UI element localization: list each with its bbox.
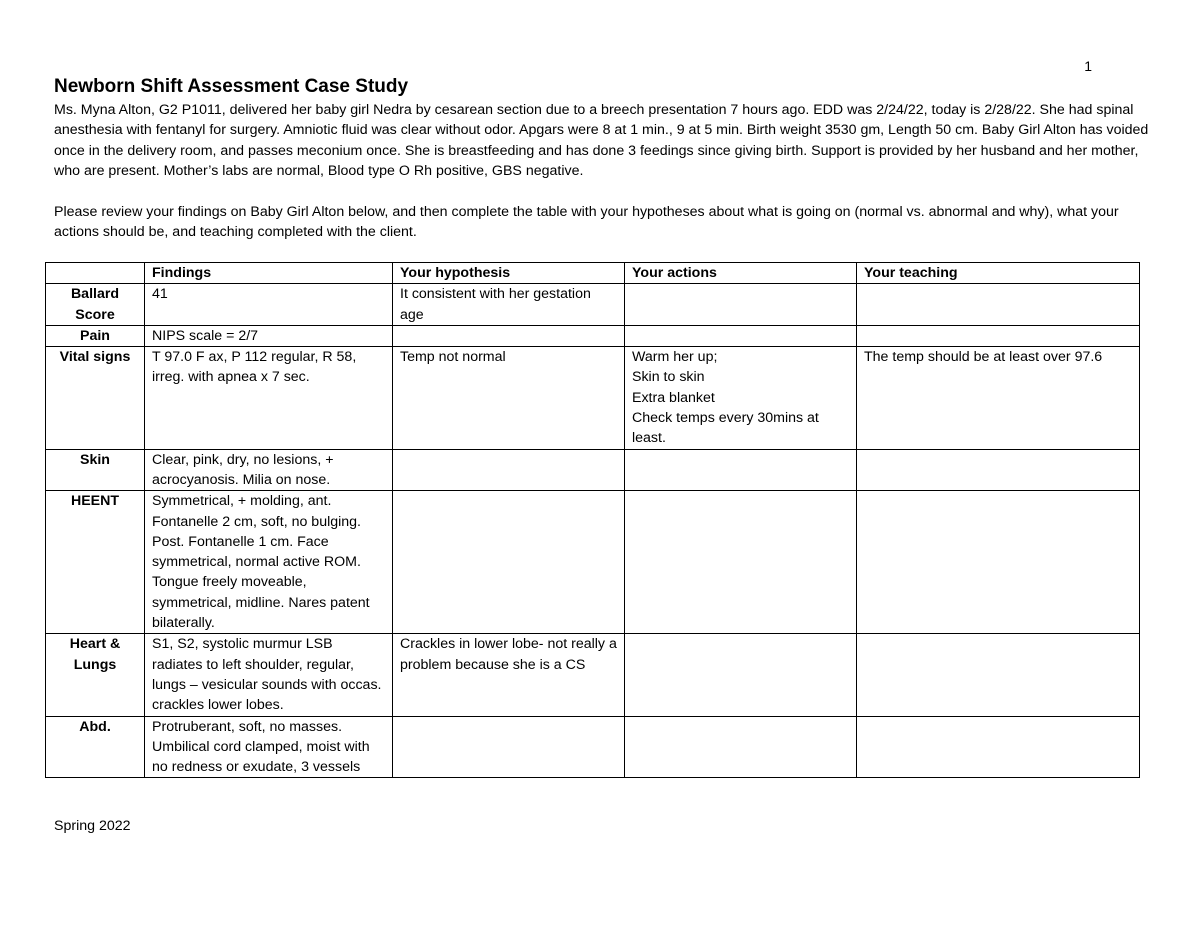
hypothesis-cell[interactable]: Crackles in lower lobe- not really a problem because she is a CS	[393, 634, 625, 716]
hypothesis-cell[interactable]: Temp not normal	[393, 347, 625, 449]
header-blank	[46, 263, 145, 284]
actions-cell[interactable]	[625, 491, 857, 634]
actions-cell[interactable]	[625, 716, 857, 778]
header-actions: Your actions	[625, 263, 857, 284]
case-intro-paragraph: Ms. Myna Alton, G2 P1011, delivered her baby girl Nedra by cesarean section due to a breech presentation 7 hours ago. EDD was 2/24/22, today is 2/28/22. She had spinal anesthesia with fentanyl for surgery. Amniotic fluid was clear without odor. Apgars were 8 at 1 min., 9 at 5 min. Birth weight 3530 gm, Length 50 cm. Baby Girl Alton has voided once in the delivery room, and passes meconium once. She is breastfeeding and has done 3 feedings since giving birth. Support is provided by her husband and her mother, who are present. Mother’s labs are normal, Blood type O Rh positive, GBS negative.	[54, 102, 1149, 179]
teaching-cell[interactable]	[857, 325, 1140, 346]
table-row	[46, 716, 1140, 778]
actions-cell[interactable]	[625, 634, 857, 716]
footer-term: Spring 2022	[54, 818, 131, 834]
row-label-ballard: Ballard Score	[46, 284, 145, 326]
findings-cell[interactable]: 41	[145, 284, 393, 326]
header-findings: Findings	[145, 263, 393, 284]
header-teaching: Your teaching	[857, 263, 1140, 284]
hypothesis-cell[interactable]	[393, 325, 625, 346]
teaching-cell[interactable]	[857, 716, 1140, 778]
page-title: Newborn Shift Assessment Case Study	[54, 76, 409, 97]
teaching-cell[interactable]: The temp should be at least over 97.6	[857, 347, 1140, 449]
hypothesis-cell[interactable]	[393, 449, 625, 491]
assessment-table	[45, 262, 1140, 778]
row-label-abd: Abd.	[46, 716, 145, 778]
instructions-paragraph: Please review your findings on Baby Girl Alton below, and then complete the table with your hypotheses about what is going on (normal vs. abnormal and why), what your actions should be, and teaching completed with the client.	[54, 204, 1119, 241]
table-row	[46, 491, 1140, 634]
teaching-cell[interactable]	[857, 634, 1140, 716]
header-hypothesis: Your hypothesis	[393, 263, 625, 284]
table-header-row	[46, 263, 1140, 284]
row-label-vital-signs: Vital signs	[46, 347, 145, 449]
teaching-cell[interactable]	[857, 449, 1140, 491]
findings-cell[interactable]: Symmetrical, + molding, ant. Fontanelle 2 cm, soft, no bulging. Post. Fontanelle 1 cm. Face symmetrical, normal active ROM. Tongue freely moveable, symmetrical, midline. Nares patent bilaterally.	[145, 491, 393, 634]
action-line: Warm her up;	[632, 349, 718, 366]
findings-cell[interactable]: S1, S2, systolic murmur LSB radiates to left shoulder, regular, lungs – vesicular sounds with occas. crackles lower lobes.	[145, 634, 393, 716]
findings-cell[interactable]: NIPS scale = 2/7	[145, 325, 393, 346]
actions-cell[interactable]	[625, 449, 857, 491]
row-label-heart-lungs: Heart & Lungs	[46, 634, 145, 716]
row-label-skin: Skin	[46, 449, 145, 491]
hypothesis-cell[interactable]: It consistent with her gestation age	[393, 284, 625, 326]
findings-cell[interactable]: Protruberant, soft, no masses. Umbilical cord clamped, moist with no redness or exudate, 3 vessels	[145, 716, 393, 778]
findings-cell[interactable]: T 97.0 F ax, P 112 regular, R 58, irreg. with apnea x 7 sec.	[145, 347, 393, 449]
actions-cell[interactable]	[625, 325, 857, 346]
table-row	[46, 634, 1140, 716]
action-line: Extra blanket	[632, 389, 715, 406]
table-row	[46, 347, 1140, 449]
page-number: 1	[1084, 58, 1092, 74]
actions-cell[interactable]	[625, 347, 857, 449]
table-row	[46, 284, 1140, 326]
action-line: Skin to skin	[632, 369, 705, 386]
teaching-cell[interactable]	[857, 491, 1140, 634]
teaching-cell[interactable]	[857, 284, 1140, 326]
row-label-pain: Pain	[46, 325, 145, 346]
hypothesis-cell[interactable]	[393, 491, 625, 634]
findings-cell[interactable]: Clear, pink, dry, no lesions, + acrocyanosis. Milia on nose.	[145, 449, 393, 491]
hypothesis-cell[interactable]	[393, 716, 625, 778]
table-row	[46, 449, 1140, 491]
row-label-heent: HEENT	[46, 491, 145, 634]
table-row	[46, 325, 1140, 346]
action-line: Check temps every 30mins at least.	[632, 410, 819, 447]
actions-cell[interactable]	[625, 284, 857, 326]
